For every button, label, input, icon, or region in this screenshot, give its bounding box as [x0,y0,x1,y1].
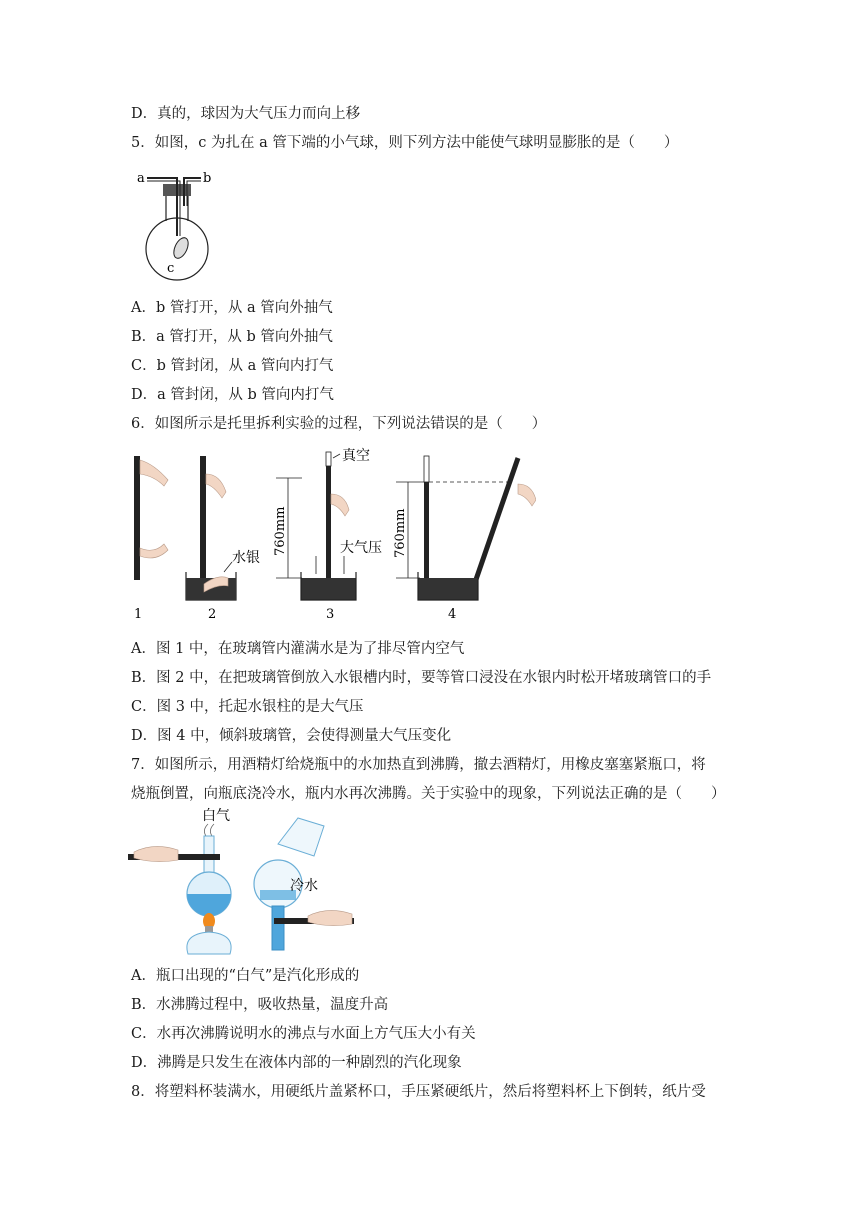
q7-option-a: A．瓶口出现的“白气”是汽化形成的 [131,968,360,984]
alcohol-lamp [187,932,231,954]
q4-option-d: D．真的，球因为大气压力而向上移 [131,106,361,122]
label-mercury: 水银 [232,550,260,566]
q7-figure [128,806,360,956]
q7-option-d: D．沸腾是只发生在液体内部的一种剧烈的汽化现象 [131,1055,462,1071]
torricelli-step-1 [134,456,168,622]
heating-setup [128,808,231,954]
q7-option-c: C．水再次沸腾说明水的沸点与水面上方气压大小有关 [131,1026,476,1042]
q5-option-d: D．a 管封闭，从 b 管向内打气 [131,387,334,403]
q8-stem: 8．将塑料杯装满水，用硬纸片盖紧杯口，手压紧硬纸片，然后将塑料杯上下倒转，纸片受 [131,1084,706,1100]
panel-4-number: 4 [448,607,457,622]
torricelli-step-2 [186,456,260,622]
q6-stem: 6．如图所示是托里拆利实验的过程，下列说法错误的是（ ） [131,416,547,432]
q6-option-d: D．图 4 中，倾斜玻璃管，会使得测量大气压变化 [131,728,452,744]
label-vacuum: 真空 [342,448,370,464]
torricelli-step-3 [273,447,382,622]
panel-2-number: 2 [208,607,217,622]
q6-option-a: A．图 1 中，在玻璃管内灌满水是为了排尽管内空气 [131,641,465,657]
label-atmospheric-pressure: 大气压 [340,540,382,556]
q6-option-b: B．图 2 中，在把玻璃管倒放入水银槽内时，要等管口浸没在水银内时松开堵玻璃管口的手 [131,670,712,686]
label-c: c [167,261,175,276]
label-cold-water: 冷水 [290,878,318,894]
label-white-steam: 白气 [202,808,230,824]
q6-figure [126,444,536,624]
balloon-c [171,235,191,260]
q6-option-c: C．图 3 中，托起水银柱的是大气压 [131,699,364,715]
beaker [278,818,324,856]
q5-option-a: A．b 管打开，从 a 管向外抽气 [131,300,333,316]
q5-option-c: C．b 管封闭，从 a 管向内打气 [131,358,334,374]
torricelli-step-4 [393,456,536,622]
q5-option-b: B．a 管打开，从 b 管向外抽气 [131,329,333,345]
label-760mm-2: 760mm [393,508,408,558]
label-760mm-1: 760mm [273,506,288,556]
q7-stem-line-1: 7．如图所示，用酒精灯给烧瓶中的水加热直到沸腾，撤去酒精灯，用橡皮塞塞紧瓶口，将 [131,757,706,773]
cooling-setup [254,818,354,950]
q5-stem: 5．如图，c 为扎在 a 管下端的小气球，则下列方法中能使气球明显膨胀的是（ ） [131,135,679,151]
q7-option-b: B．水沸腾过程中，吸收热量，温度升高 [131,997,389,1013]
q7-stem-line-2: 烧瓶倒置，向瓶底浇冷水，瓶内水再次沸腾。关于实验中的现象，下列说法正确的是（ ） [131,786,726,802]
panel-1-number: 1 [134,607,143,622]
label-b: b [203,171,212,186]
label-a: a [137,171,145,186]
panel-3-number: 3 [326,607,335,622]
q5-figure [131,166,221,282]
